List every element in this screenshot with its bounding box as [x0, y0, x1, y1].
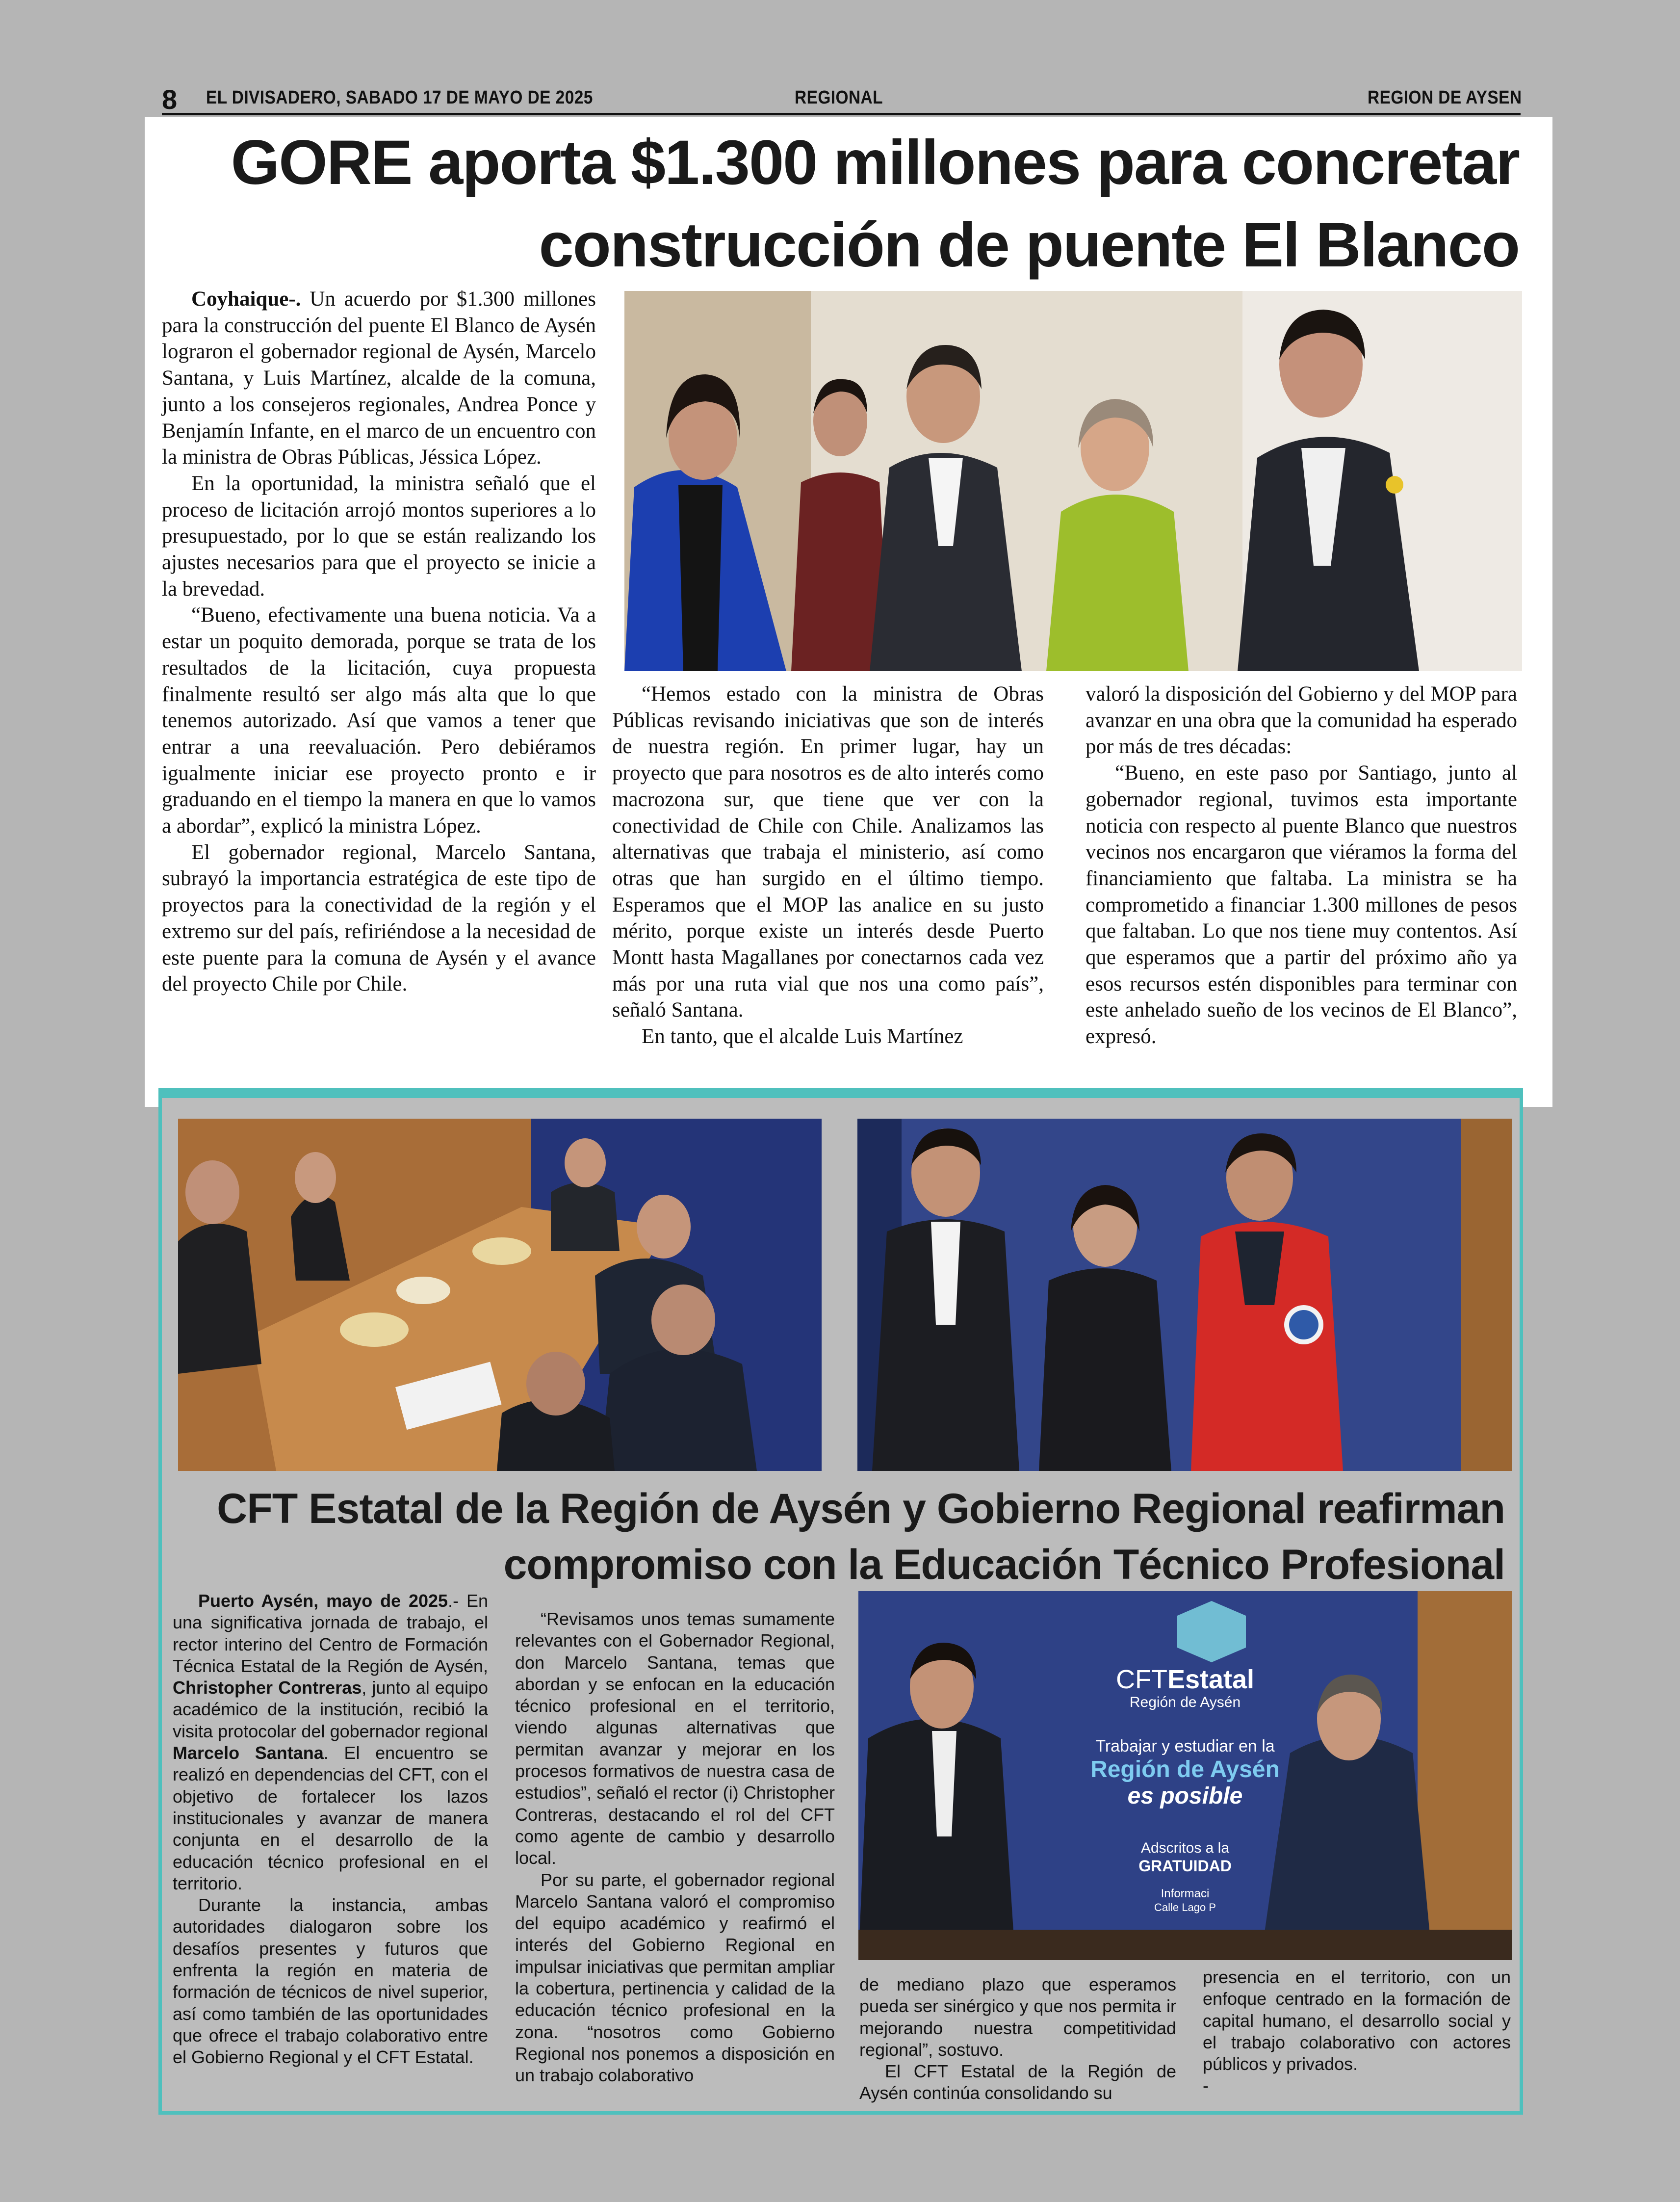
article1-paragraph: En tanto, que el alcalde Luis Martínez — [642, 1025, 963, 1049]
article2-paragraph: El CFT Estatal de la Región de Aysén continúa consolidando su — [859, 2061, 1176, 2103]
photo-meeting-table-illustration — [178, 1119, 822, 1471]
article2-dateline: Puerto Aysén, mayo de 2025 — [198, 1591, 448, 1611]
article1-paragraph: En la oportunidad, la ministra señaló que el proceso de licitación arrojó montos superiores a lo presupuestado, por lo que se están realizando los ajustes necesarios para que el proyecto se inicie a la brevedad. — [162, 472, 596, 601]
banner-line7: Calle Lago P — [1154, 1901, 1216, 1914]
article-cft-estatal — [158, 1088, 1523, 2115]
photo-meeting-table — [178, 1119, 822, 1471]
name-contreras: Christopher Contreras — [173, 1678, 362, 1698]
region-label: REGION DE AYSEN — [1368, 87, 1522, 108]
cft-logo-b: Estatal — [1167, 1665, 1255, 1694]
cft-logo-a: CFT — [1115, 1665, 1167, 1694]
name-santana: Marcelo Santana — [173, 1743, 324, 1763]
article-gore-puente — [145, 117, 1552, 1107]
article1-paragraph: valoró la disposición del Gobierno y del MOP para avanzar en una obra que la comunidad ha esperado por más de tres décadas: — [1086, 682, 1517, 759]
article2-text: , junto al equipo académico de la institución, recibió la visita protocolar del gobernador regional — [173, 1678, 488, 1741]
page-number: 8 — [162, 84, 178, 115]
banner-line1: Trabajar y estudiar en la — [1095, 1737, 1275, 1756]
photo-ministry-meeting-illustration — [624, 291, 1522, 671]
article1-headline — [145, 117, 1552, 287]
banner-line4: Adscritos a la — [1140, 1840, 1230, 1856]
section-label: REGIONAL — [795, 87, 883, 108]
article1-paragraph: “Bueno, en este paso por Santiago, junto al gobernador regional, tuvimos esta importante noticia con respecto al puente Blanco que nuestros vecinos nos encargaron que viéramos la forma del financiamiento que faltaba. La ministra se ha comprometido a financiar 1.300 millones de pesos que faltaban. Lo que nos tiene muy contentos. Así que esperamos que a partir del próximo año ya esos recursos estén disponibles para terminar con este anhelado sueño de los vecinos de El Blanco”, expresó. — [1086, 761, 1517, 1049]
article2-text: . El encuentro se realizó en dependencias del CFT, con el objetivo de fortalecer los lazos institucionales y avanzar de manera conjunta en el desarrollo de la educación técnico profesional en el territorio. — [173, 1743, 488, 1893]
article2-column-3 — [859, 1974, 1176, 2104]
article2-text: .- En una significativa jornada de trabajo, el rector interino del Centro de Formación Técnica Estatal de la Región de Aysén, — [173, 1591, 489, 1676]
photo-cft-group-illustration — [857, 1119, 1512, 1471]
banner-line3: es posible — [1127, 1783, 1243, 1809]
cft-banner-text — [858, 1665, 1512, 1914]
article1-column-3 — [1086, 681, 1517, 1050]
cft-logo-sub: Región de Aysén — [1129, 1694, 1241, 1710]
article1-headline-line2: construcción de puente El Blanco — [539, 210, 1519, 280]
article2-headline — [162, 1481, 1520, 1593]
photo-cft-group — [857, 1119, 1512, 1471]
article1-column-1 — [162, 286, 596, 997]
article1-paragraph: “Hemos estado con la ministra de Obras Públicas revisando iniciativas que son de interés de nuestra región. En primer lugar, hay un proyecto que para nosotros es de alto interés como macrozona sur, que tiene que ver con la conectividad de Chile con Chile. Analizamos las alternativas que trabaja el ministerio, así como otras que han surgido en el último tiempo. Esperamos que el MOP las analice en su justo mérito, porque existe un interés desde Puerto Montt hasta Magallanes por conectarnos cada vez más por una ruta vial que nos una como país”, señaló Santana. — [612, 682, 1044, 1022]
article1-dateline: Coyhaique-. — [191, 288, 301, 311]
article2-column-1 — [173, 1590, 488, 2069]
photo-ministry-meeting — [624, 291, 1522, 671]
article2-column-2 — [515, 1608, 835, 2087]
article1-paragraph: Un acuerdo por $1.300 millones para la construcción del puente El Blanco de Aysén lograron el gobernador regional de Aysén, Marcelo Santana, y Luis Martínez, alcalde de la comuna, junto a los consejeros regionales, Andrea Ponce y Benjamín Infante, en el marco de un encuentro con la ministra de Obras Públicas, Jéssica López. — [162, 288, 596, 469]
article2-paragraph: presencia en el territorio, con un enfoque centrado en la formación de capital humano, el desarrollo social y el trabajo colaborativo con actores públicos y privados. — [1203, 1967, 1511, 2074]
article2-paragraph: Durante la instancia, ambas autoridades dialogaron sobre los desafíos presentes y futuros que enfrenta la región en materia de formación de técnicos de nivel superior, así como también de las oportunidades que ofrece el trabajo colaborativo entre el Gobierno Regional y el CFT Estatal. — [173, 1895, 488, 2068]
article1-paragraph: El gobernador regional, Marcelo Santana, subrayó la importancia estratégica de este tipo de proyectos para la conectividad de la región y el extremo sur del país, refiriéndose a la necesidad de este puente para la comuna de Aysén y el avance del proyecto Chile por Chile. — [162, 840, 596, 996]
article2-headline-line2: compromiso con la Educación Técnico Profesional — [503, 1541, 1505, 1588]
banner-line6: Informaci — [1161, 1887, 1210, 1900]
article1-paragraph: “Bueno, efectivamente una buena noticia. Va a estar un poquito demorada, porque se trata de los resultados de la licitación, cuya propuesta finalmente resultó ser algo más alta que lo que tenemos autorizado. Así que vamos a tener que entrar a una reevaluación. Pero debiéramos igualmente iniciar ese proyecto pronto e ir graduando en el tiempo la manera en que lo vamos a abordar”, explicó la ministra López. — [162, 603, 596, 838]
article2-headline-line1: CFT Estatal de la Región de Aysén y Gobierno Regional reafirman — [217, 1485, 1505, 1532]
article1-column-2 — [612, 681, 1044, 1050]
paper-dateline: EL DIVISADERO, SABADO 17 DE MAYO DE 2025 — [206, 87, 593, 108]
article2-column-4 — [1203, 1966, 1511, 2097]
banner-line5: GRATUIDAD — [1138, 1857, 1232, 1875]
article2-paragraph: Por su parte, el gobernador regional Marcelo Santana valoró el compromiso del equipo académico y reafirmó el interés del Gobierno Regional en impulsar iniciativas que permitan ampliar la cobertura, pertinencia y calidad de la educación técnico profesional en la zona. “nosotros como Gobierno Regional nos ponemos a disposición en un trabajo colaborativo — [515, 1869, 835, 2086]
article2-end-mark: - — [1203, 2075, 1209, 2096]
banner-line2: Región de Aysén — [1090, 1756, 1280, 1783]
article2-paragraph: “Revisamos unos temas sumamente relevantes con el Gobernador Regional, don Marcelo Santana, temas que abordan y se enfocan en la educación técnico profesional en el territorio, viendo algunas alternativas que permitan avanzar y mejorar en los procesos formativos de nuestra casa de estudios”, señaló el rector (i) Christopher Contreras, destacando el rol del CFT como agente de cambio y desarrollo local. — [515, 1609, 835, 1868]
article2-paragraph: de mediano plazo que esperamos pueda ser sinérgico y que nos permita ir mejorando nuestra competitividad regional”, sostuvo. — [859, 1974, 1176, 2060]
article1-headline-line1: GORE aporta $1.300 millones para concretar — [231, 128, 1519, 198]
photo-cft-banner — [858, 1591, 1512, 1960]
